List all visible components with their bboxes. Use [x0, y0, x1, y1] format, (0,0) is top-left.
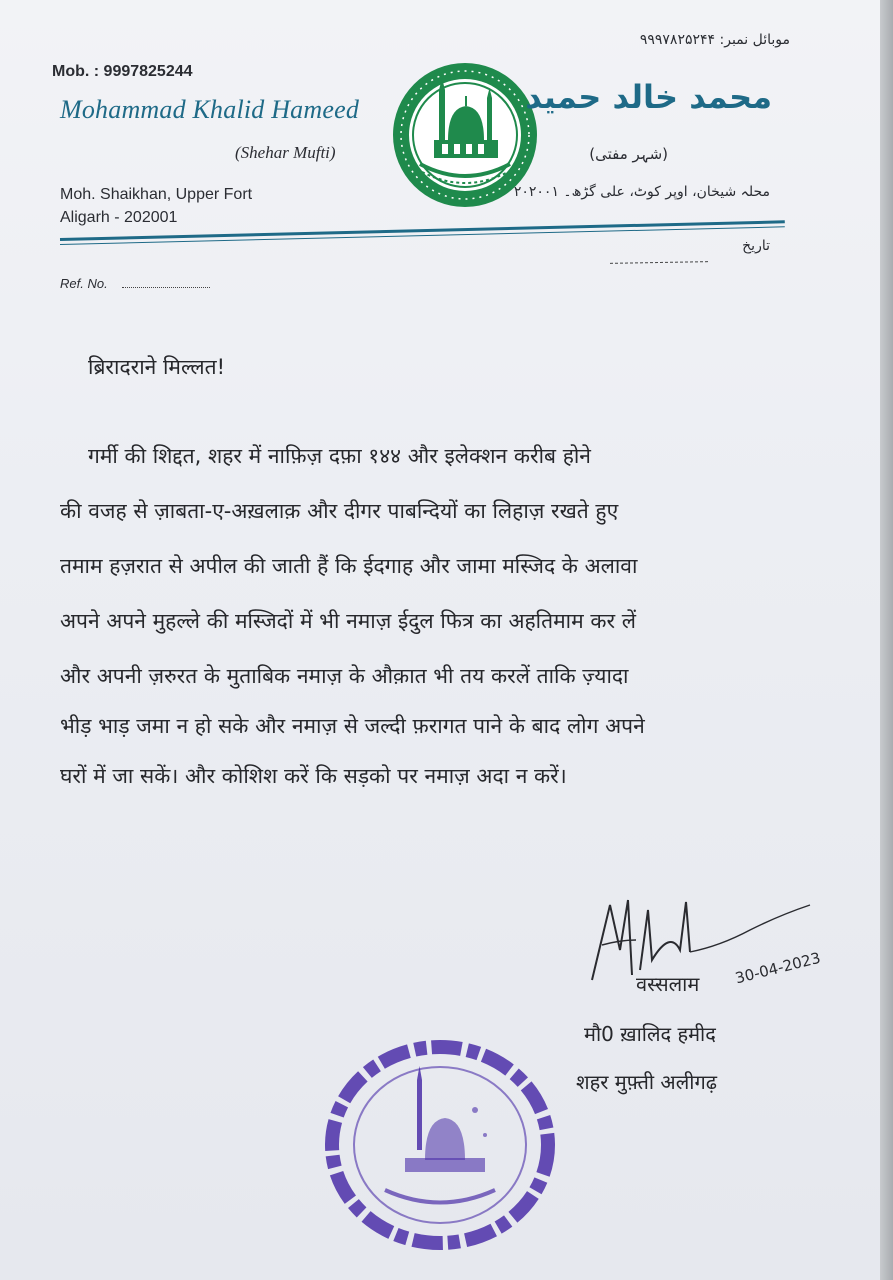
address-line-1: Moh. Shaikhan, Upper Fort [60, 186, 253, 203]
date-blank-line [610, 261, 708, 264]
mobile-number-en: Mob. : 9997825244 [52, 63, 193, 80]
page-edge-shadow [880, 0, 893, 1280]
official-seal-stamp-icon [325, 1040, 555, 1250]
signature-date: 30-04-2023 [733, 948, 823, 988]
signer-title: शहर मुफ़्ती अलीगढ़ [576, 1070, 717, 1094]
mobile-number-ur: موبائل نمبر: ۹۹۹۷۸۲۵۲۴۴ [639, 32, 790, 48]
sender-title-ur: (شہر مفتی) [589, 145, 668, 163]
closing-salutation: वस्सलाम [636, 972, 700, 996]
address-line-2: Aligarh - 202001 [60, 209, 178, 226]
salutation: ब्रिरादराने मिल्लत! [88, 355, 226, 379]
sender-title-en: (Shehar Mufti) [235, 143, 336, 162]
sender-name-ur: محمد خالد حمید [525, 78, 772, 116]
paragraph-line: तमाम हज़रात से अपील की जाती हैं कि ईदगाह और जामा मस्जिद के अलावा [60, 554, 638, 578]
ref-blank-line [122, 287, 210, 288]
date-label-ur: تاریخ [742, 238, 770, 254]
signer-name: मौ0 ख़ालिद हमीद [584, 1022, 716, 1046]
paragraph-line: भीड़ भाड़ जमा न हो सके और नमाज़ से जल्दी फ़रागत पाने के बाद लोग अपने [60, 714, 645, 738]
paragraph-line: और अपनी ज़रुरत के मुताबिक नमाज़ के औक़ात भी तय करलें ताकि ज़्यादा [60, 664, 629, 688]
handwritten-signature [580, 890, 870, 990]
paragraph-line: गर्मी की शिद्दत, शहर में नाफ़िज़ दफ़ा १४४ और इलेक्शन करीब होने [88, 444, 591, 468]
sender-name-en: Mohammad Khalid Hameed [60, 95, 360, 124]
paragraph-line: घरों में जा सकें। और कोशिश करें कि सड़को पर नमाज़ अदा न करें। [60, 764, 567, 788]
paragraph-line: की वजह से ज़ाबता-ए-अख़लाक़ और दीगर पाबन्दियों का लिहाज़ रखते हुए [60, 499, 619, 523]
ref-label: Ref. No. [60, 276, 108, 291]
address-ur: محلہ شیخان، اوپر کوٹ، علی گڑھ۔ ۲۰۲۰۰۱ [513, 184, 770, 200]
paragraph-line: अपने अपने मुहल्ले की मस्जिदों में भी नमाज़ ईदुल फित्र का अहतिमाम कर लें [60, 609, 636, 633]
